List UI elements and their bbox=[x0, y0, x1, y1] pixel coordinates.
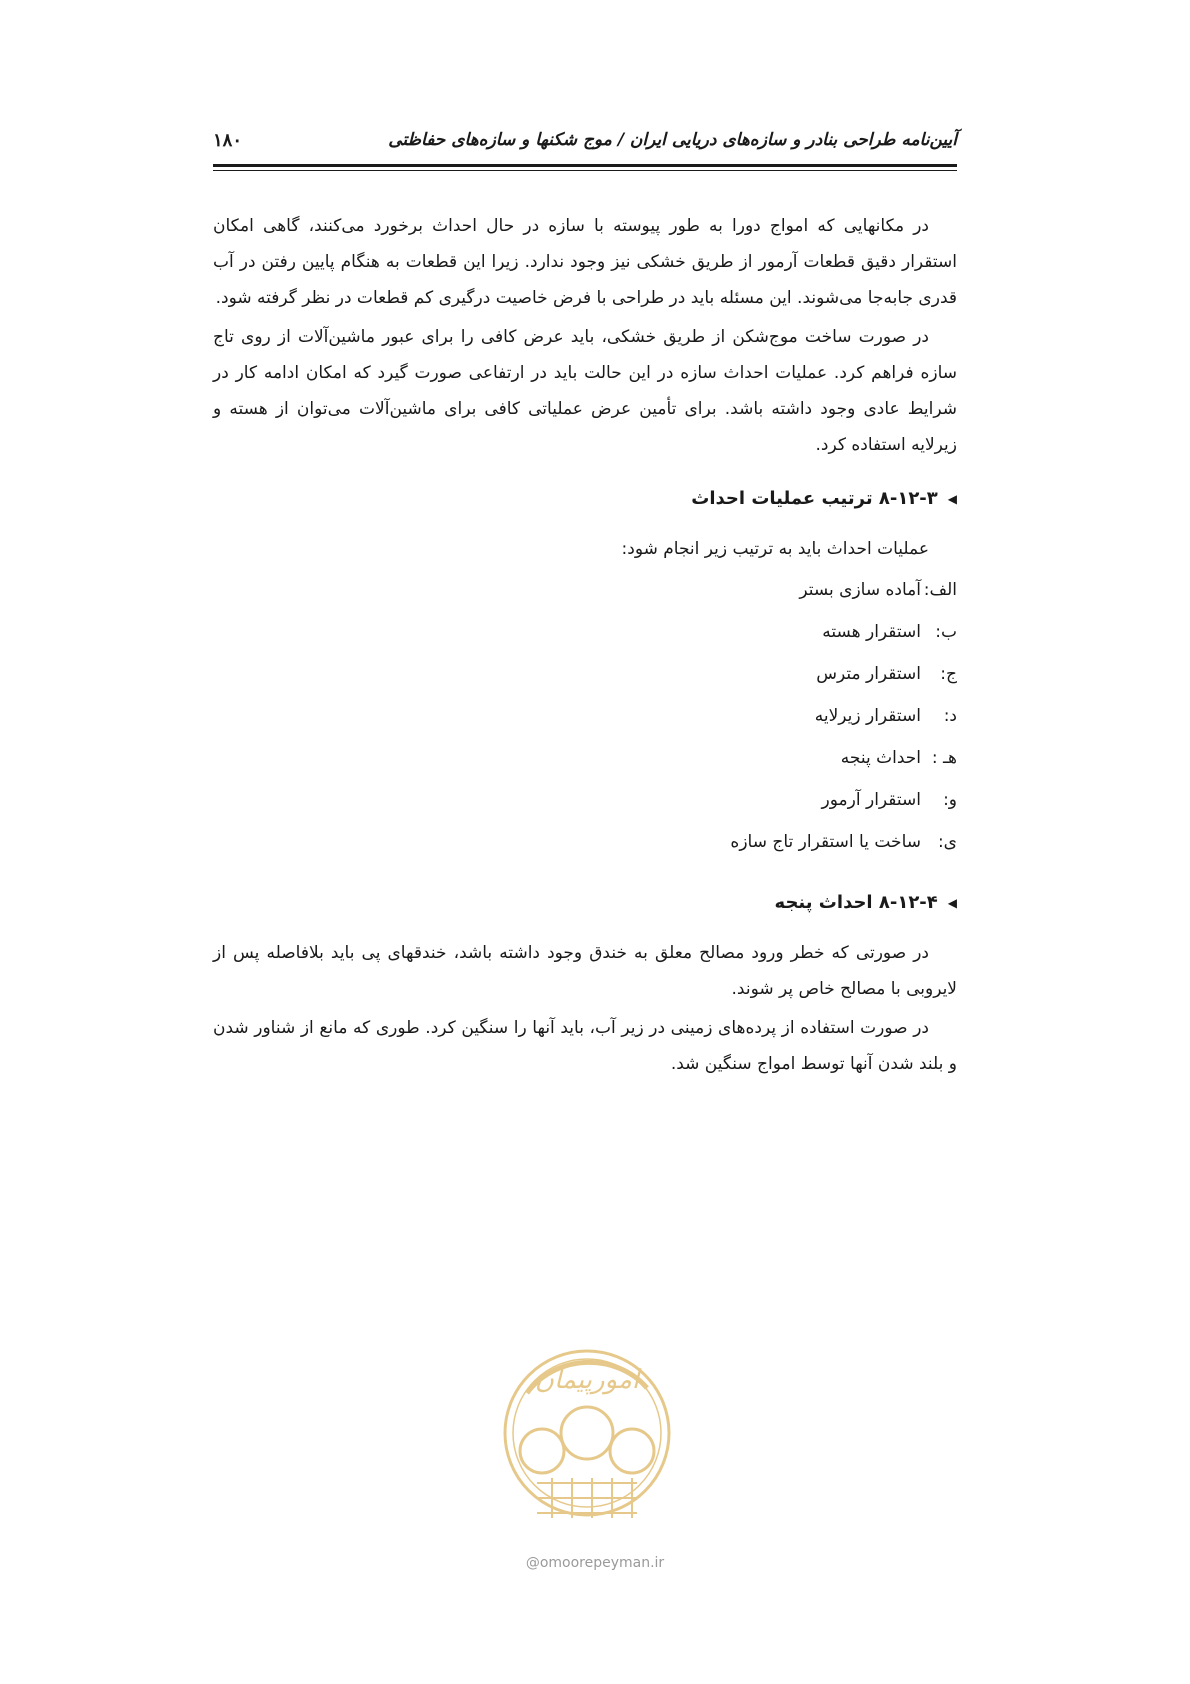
page-number: ۱۸۰ bbox=[213, 130, 243, 151]
list-marker: ب: bbox=[935, 622, 957, 642]
list-item-text: استقرار هسته bbox=[822, 622, 921, 642]
running-header bbox=[213, 128, 957, 162]
list-item bbox=[213, 653, 957, 695]
ordered-steps-list bbox=[213, 569, 957, 863]
list-item-text: آماده سازی بستر bbox=[799, 580, 921, 600]
header-title: آیین‌نامه طراحی بنادر و سازه‌های دریایی ایران / موج شکنها و سازه‌های حفاظتی bbox=[388, 130, 957, 150]
list-marker: ی: bbox=[937, 832, 957, 852]
list-item bbox=[213, 737, 957, 779]
list-marker: د: bbox=[943, 706, 957, 726]
paragraph: در صورت استفاده از پرده‌های زمینی در زیر آب، باید آنها را سنگین کرد. طوری که مانع از شناور شدن و بلند شدن آنها توسط امواج سنگین شد. bbox=[213, 1018, 957, 1074]
list-item bbox=[213, 569, 957, 611]
list-item-text: ساخت یا استقرار تاج سازه bbox=[730, 832, 921, 852]
list-marker: الف: bbox=[923, 580, 957, 600]
list-item bbox=[213, 821, 957, 863]
header-rule-thin bbox=[213, 170, 957, 171]
list-intro: عملیات احداث باید به ترتیب زیر انجام شود: bbox=[621, 539, 929, 559]
section-heading bbox=[213, 481, 957, 517]
section-heading-text: ۸-۱۲-۳ ترتیب عملیات احداث bbox=[691, 488, 938, 509]
list-item-text: احداث پنجه bbox=[840, 748, 921, 768]
watermark-seal-icon bbox=[497, 1333, 677, 1543]
triangle-bullet-icon: ◀ bbox=[947, 492, 957, 506]
list-marker: هـ : bbox=[931, 748, 957, 768]
section-heading-text: ۸-۱۲-۴ احداث پنجه bbox=[774, 892, 938, 913]
list-marker: و: bbox=[943, 790, 957, 810]
seal-logo-text: امورپیمان bbox=[534, 1365, 640, 1395]
list-item bbox=[213, 779, 957, 821]
section-heading bbox=[213, 885, 957, 921]
body-text bbox=[213, 208, 957, 1085]
list-item bbox=[213, 611, 957, 653]
paragraph: در مکانهایی که امواج دورا به طور پیوسته با سازه در حال احداث برخورد می‌کنند، گاهی امکان استقرار دقیق قطعات آرمور از طریق خشکی نیز وجود ندارد. زیرا این قطعات به هنگام پایین رفتن در آب قدری جابه‌جا می‌شوند. این مسئله باید در طراحی با فرض خاصیت درگیری کم قطعات در نظر گرفته شود. bbox=[213, 216, 957, 308]
list-item bbox=[213, 695, 957, 737]
list-item-text: استقرار آرمور bbox=[821, 790, 921, 810]
paragraph: در صورتی که خطر ورود مصالح معلق به خندق وجود داشته باشد، خندقهای پی باید بلافاصله پس از لایروبی با مصالح خاص پر شوند. bbox=[213, 943, 957, 999]
list-item-text: استقرار مترس bbox=[816, 664, 921, 684]
list-marker: ج: bbox=[940, 664, 957, 684]
seal-caption: @omoorepeyman.ir bbox=[525, 1555, 665, 1571]
paragraph: در صورت ساخت موج‌شکن از طریق خشکی، باید عرض کافی را برای عبور ماشین‌آلات از روی تاج سازه فراهم کرد. عملیات احداث سازه در این حالت باید در ارتفاعی صورت گیرد که امکان ادامه کار در شرایط عادی وجود داشته باشد. برای تأمین عرض عملیاتی کافی برای ماشین‌آلات می‌توان از هسته و زیرلایه استفاده کرد. bbox=[213, 327, 957, 455]
triangle-bullet-icon: ◀ bbox=[947, 896, 957, 910]
list-item-text: استقرار زیرلایه bbox=[814, 706, 921, 726]
header-rule-thick bbox=[213, 164, 957, 167]
